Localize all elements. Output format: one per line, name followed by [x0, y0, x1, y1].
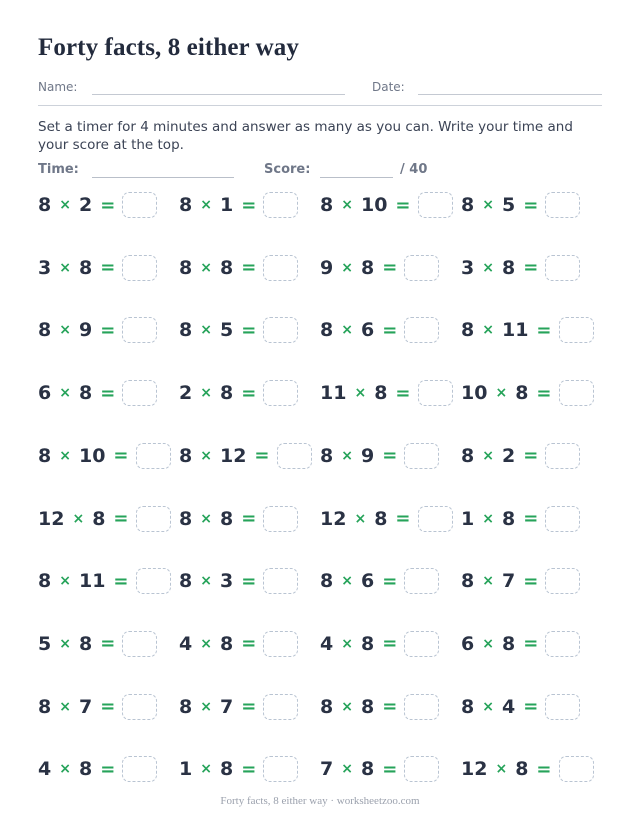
second-factor: 4	[501, 695, 516, 718]
first-factor: 8	[38, 319, 52, 342]
answer-box[interactable]	[559, 380, 594, 406]
answer-box[interactable]	[136, 506, 171, 532]
times-symbol: ×	[354, 510, 367, 527]
problem-item	[179, 312, 298, 348]
times-symbol: ×	[341, 197, 353, 213]
second-factor: 9	[78, 319, 93, 342]
answer-box[interactable]	[404, 443, 439, 469]
first-factor: 8	[38, 570, 52, 593]
first-factor: 8	[320, 194, 334, 216]
first-factor: 8	[320, 695, 334, 718]
second-factor: 10	[78, 444, 106, 467]
answer-box[interactable]	[263, 756, 298, 782]
times-symbol: ×	[482, 573, 494, 590]
answer-box[interactable]	[122, 255, 157, 281]
equals-symbol: =	[523, 633, 539, 655]
second-factor: 8	[78, 632, 93, 655]
answer-box[interactable]	[545, 255, 580, 281]
first-factor: 7	[320, 758, 334, 781]
answer-box[interactable]	[404, 694, 439, 720]
problem-item	[461, 187, 580, 223]
problem-item	[320, 751, 439, 787]
first-factor: 8	[461, 570, 475, 593]
equals-symbol: =	[523, 194, 539, 216]
equals-symbol: =	[100, 382, 116, 404]
problem-item	[461, 689, 580, 725]
times-symbol: ×	[59, 385, 71, 402]
times-symbol: ×	[482, 197, 494, 213]
problem-item	[320, 250, 439, 286]
answer-box[interactable]	[277, 443, 312, 469]
problem-item	[38, 250, 157, 286]
equals-symbol: =	[254, 445, 270, 467]
times-symbol: ×	[341, 447, 353, 464]
equals-symbol: =	[241, 382, 257, 404]
times-symbol: ×	[200, 259, 212, 276]
name-label: Name:	[38, 80, 78, 94]
problem-item	[320, 187, 453, 223]
answer-box[interactable]	[263, 506, 298, 532]
equals-symbol: =	[241, 696, 257, 718]
times-symbol: ×	[482, 510, 494, 527]
equals-symbol: =	[395, 508, 411, 529]
second-factor: 8	[515, 758, 529, 781]
times-symbol: ×	[59, 573, 71, 590]
problem-item	[38, 563, 171, 599]
first-factor: 3	[461, 256, 475, 279]
problem-item	[179, 438, 312, 474]
times-symbol: ×	[341, 761, 353, 778]
first-factor: 8	[320, 444, 334, 467]
equals-symbol: =	[382, 445, 398, 467]
first-factor: 4	[320, 632, 334, 655]
equals-symbol: =	[241, 319, 257, 341]
first-factor: 1	[461, 507, 475, 530]
first-factor: 4	[38, 758, 52, 781]
answer-box[interactable]	[263, 694, 298, 720]
answer-box[interactable]	[122, 756, 157, 782]
answer-box[interactable]	[418, 192, 453, 218]
second-factor: 8	[360, 695, 375, 718]
second-factor: 8	[374, 507, 388, 530]
problem-item	[461, 312, 594, 348]
answer-box[interactable]	[545, 192, 580, 218]
date-label: Date:	[372, 80, 405, 94]
answer-box[interactable]	[136, 568, 171, 594]
first-factor: 8	[179, 695, 193, 718]
equals-symbol: =	[100, 257, 116, 279]
score-field[interactable]	[320, 177, 393, 178]
first-factor: 3	[38, 256, 52, 279]
problem-item	[461, 250, 580, 286]
equals-symbol: =	[536, 382, 552, 404]
answer-box[interactable]	[263, 631, 298, 657]
answer-box[interactable]	[545, 631, 580, 657]
first-factor: 8	[179, 570, 193, 593]
second-factor: 1	[219, 194, 234, 216]
times-symbol: ×	[200, 385, 212, 402]
second-factor: 11	[78, 570, 106, 593]
first-factor: 8	[38, 194, 52, 216]
second-factor: 8	[219, 382, 234, 405]
second-factor: 11	[501, 319, 529, 342]
time-score-row	[38, 162, 602, 182]
times-symbol: ×	[354, 385, 367, 402]
answer-box[interactable]	[404, 631, 439, 657]
equals-symbol: =	[536, 758, 552, 780]
times-symbol: ×	[59, 259, 71, 276]
equals-symbol: =	[382, 758, 398, 780]
problem-item	[461, 751, 594, 787]
problem-item	[38, 751, 157, 787]
equals-symbol: =	[241, 508, 257, 529]
second-factor: 8	[360, 632, 375, 655]
answer-box[interactable]	[559, 756, 594, 782]
problem-item	[179, 250, 298, 286]
times-symbol: ×	[200, 698, 212, 715]
time-field[interactable]	[92, 177, 234, 178]
problem-item	[461, 501, 580, 537]
first-factor: 8	[38, 695, 52, 718]
times-symbol: ×	[59, 447, 71, 464]
first-factor: 8	[179, 444, 193, 467]
times-symbol: ×	[482, 322, 494, 339]
second-factor: 7	[219, 695, 234, 718]
times-symbol: ×	[200, 510, 212, 527]
answer-box[interactable]	[404, 255, 439, 281]
first-factor: 8	[179, 319, 193, 342]
answer-box[interactable]	[136, 443, 171, 469]
second-factor: 8	[374, 382, 388, 405]
times-symbol: ×	[482, 447, 494, 464]
first-factor: 2	[179, 382, 193, 405]
second-factor: 6	[360, 570, 375, 593]
answer-box[interactable]	[263, 255, 298, 281]
second-factor: 8	[78, 256, 93, 279]
answer-box[interactable]	[122, 192, 157, 218]
time-label: Time:	[38, 162, 79, 177]
problem-item	[179, 187, 298, 223]
answer-box[interactable]	[404, 317, 439, 343]
second-factor: 2	[501, 444, 516, 467]
first-factor: 8	[179, 194, 193, 216]
answer-box[interactable]	[559, 317, 594, 343]
first-factor: 8	[179, 256, 193, 279]
times-symbol: ×	[200, 573, 212, 590]
second-factor: 8	[219, 256, 234, 279]
date-field[interactable]	[418, 94, 602, 95]
second-factor: 8	[92, 507, 106, 530]
second-factor: 8	[501, 256, 516, 279]
second-factor: 8	[360, 256, 375, 279]
first-factor: 8	[38, 444, 52, 467]
problem-item	[38, 375, 157, 411]
second-factor: 7	[501, 570, 516, 593]
equals-symbol: =	[382, 696, 398, 718]
equals-symbol: =	[100, 319, 116, 341]
times-symbol: ×	[341, 698, 353, 715]
second-factor: 10	[360, 194, 388, 216]
answer-box[interactable]	[263, 568, 298, 594]
equals-symbol: =	[523, 696, 539, 718]
equals-symbol: =	[382, 570, 398, 592]
answer-box[interactable]	[545, 694, 580, 720]
second-factor: 6	[360, 319, 375, 342]
first-factor: 8	[320, 570, 334, 593]
problem-item	[320, 438, 439, 474]
times-symbol: ×	[200, 761, 212, 778]
first-factor: 8	[179, 507, 193, 530]
first-factor: 9	[320, 256, 334, 279]
name-field[interactable]	[92, 94, 345, 95]
problem-item	[38, 626, 157, 662]
first-factor: 6	[38, 382, 52, 405]
problem-item	[179, 563, 298, 599]
problem-item	[38, 187, 157, 223]
first-factor: 12	[461, 758, 488, 781]
equals-symbol: =	[241, 194, 257, 216]
equals-symbol: =	[536, 319, 552, 341]
equals-symbol: =	[241, 633, 257, 655]
first-factor: 4	[179, 632, 193, 655]
problem-item	[179, 501, 298, 537]
times-symbol: ×	[59, 761, 71, 778]
times-symbol: ×	[495, 761, 508, 778]
second-factor: 9	[360, 444, 375, 467]
problem-item	[320, 563, 439, 599]
problem-item	[320, 312, 439, 348]
times-symbol: ×	[482, 259, 494, 276]
problem-item	[38, 689, 157, 725]
equals-symbol: =	[523, 257, 539, 279]
answer-box[interactable]	[122, 317, 157, 343]
times-symbol: ×	[495, 385, 508, 402]
second-factor: 8	[501, 507, 516, 530]
second-factor: 8	[501, 632, 516, 655]
equals-symbol: =	[395, 382, 411, 404]
problem-item	[38, 501, 171, 537]
times-symbol: ×	[59, 635, 71, 652]
equals-symbol: =	[100, 633, 116, 655]
times-symbol: ×	[341, 259, 353, 276]
equals-symbol: =	[382, 633, 398, 655]
footer-credit: Forty facts, 8 either way · worksheetzoo.com	[220, 795, 420, 807]
equals-symbol: =	[241, 570, 257, 592]
equals-symbol: =	[523, 570, 539, 592]
first-factor: 10	[461, 382, 488, 405]
first-factor: 5	[38, 632, 52, 655]
first-factor: 1	[179, 758, 193, 781]
problem-item	[320, 501, 453, 537]
times-symbol: ×	[59, 197, 71, 213]
header-divider	[38, 105, 602, 106]
second-factor: 8	[78, 382, 93, 405]
name-date-row	[38, 79, 602, 99]
second-factor: 5	[501, 194, 516, 216]
equals-symbol: =	[100, 696, 116, 718]
second-factor: 8	[219, 632, 234, 655]
first-factor: 8	[461, 319, 475, 342]
times-symbol: ×	[482, 698, 494, 715]
second-factor: 8	[78, 758, 93, 781]
first-factor: 12	[320, 507, 347, 530]
times-symbol: ×	[200, 197, 212, 213]
second-factor: 8	[515, 382, 529, 405]
instructions-text: Set a timer for 4 minutes and answer as many as you can. Write your time and your score at the top.	[38, 119, 573, 153]
answer-box[interactable]	[545, 506, 580, 532]
times-symbol: ×	[59, 698, 71, 715]
times-symbol: ×	[341, 322, 353, 339]
equals-symbol: =	[113, 445, 129, 467]
answer-box[interactable]	[404, 756, 439, 782]
answer-box[interactable]	[545, 568, 580, 594]
problem-item	[320, 689, 439, 725]
times-symbol: ×	[200, 322, 212, 339]
problem-item	[38, 312, 157, 348]
equals-symbol: =	[100, 194, 116, 216]
answer-box[interactable]	[545, 443, 580, 469]
worksheet-title: Forty facts, 8 either way	[38, 34, 299, 61]
equals-symbol: =	[100, 758, 116, 780]
times-symbol: ×	[341, 635, 353, 652]
problem-item	[320, 375, 453, 411]
first-factor: 8	[461, 194, 475, 216]
problem-item	[461, 626, 580, 662]
problem-item	[461, 438, 580, 474]
second-factor: 7	[78, 695, 93, 718]
problem-item	[461, 563, 580, 599]
answer-box[interactable]	[122, 694, 157, 720]
first-factor: 8	[461, 444, 475, 467]
second-factor: 2	[78, 194, 93, 216]
equals-symbol: =	[113, 570, 129, 592]
problem-item	[179, 375, 298, 411]
second-factor: 8	[219, 758, 234, 781]
score-total: / 40	[400, 162, 428, 177]
equals-symbol: =	[395, 194, 411, 216]
answer-box[interactable]	[418, 506, 453, 532]
answer-box[interactable]	[263, 380, 298, 406]
problem-item	[179, 751, 298, 787]
equals-symbol: =	[523, 508, 539, 529]
second-factor: 8	[360, 758, 375, 781]
equals-symbol: =	[241, 257, 257, 279]
second-factor: 12	[219, 444, 247, 467]
second-factor: 8	[219, 507, 234, 530]
problem-item	[179, 626, 298, 662]
answer-box[interactable]	[418, 380, 453, 406]
first-factor: 11	[320, 382, 347, 405]
first-factor: 6	[461, 632, 475, 655]
answer-box[interactable]	[263, 192, 298, 218]
equals-symbol: =	[241, 758, 257, 780]
problem-item	[179, 689, 298, 725]
times-symbol: ×	[482, 635, 494, 652]
equals-symbol: =	[523, 445, 539, 467]
answer-box[interactable]	[122, 631, 157, 657]
problem-item	[461, 375, 594, 411]
first-factor: 12	[38, 507, 65, 530]
score-label: Score:	[264, 162, 311, 177]
first-factor: 8	[461, 695, 475, 718]
first-factor: 8	[320, 319, 334, 342]
second-factor: 3	[219, 570, 234, 593]
times-symbol: ×	[341, 573, 353, 590]
times-symbol: ×	[200, 635, 212, 652]
problem-item	[38, 438, 171, 474]
times-symbol: ×	[59, 322, 71, 339]
answer-box[interactable]	[404, 568, 439, 594]
times-symbol: ×	[200, 447, 212, 464]
equals-symbol: =	[382, 319, 398, 341]
answer-box[interactable]	[122, 380, 157, 406]
times-symbol: ×	[72, 510, 85, 527]
second-factor: 5	[219, 319, 234, 342]
equals-symbol: =	[382, 257, 398, 279]
answer-box[interactable]	[263, 317, 298, 343]
problem-item	[320, 626, 439, 662]
equals-symbol: =	[113, 508, 129, 529]
